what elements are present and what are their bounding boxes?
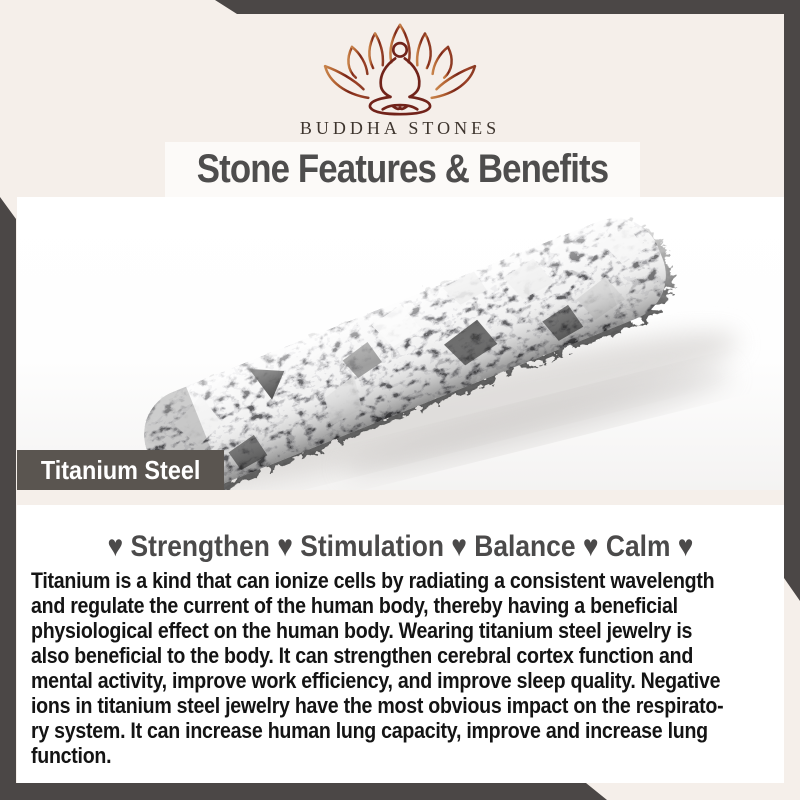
paragraph-line: also beneficial to the body. It can strengthen cerebral cortex function and: [31, 643, 694, 668]
stone-name-text: Titanium Steel: [40, 454, 201, 485]
paragraph-line: function.: [31, 743, 112, 768]
paragraph-line: physiological effect on the human body. Wearing titanium steel jewelry is: [31, 618, 693, 643]
paragraph-line: and regulate the current of the human body, thereby having a beneficial: [31, 593, 678, 618]
frame-top-right: [215, 0, 800, 601]
paragraph-line: Titanium is a kind that can ionize cells by radiating a consistent wavelength: [31, 568, 715, 593]
brand-name: BUDDHA STONES: [299, 118, 501, 138]
paragraph-line: ry system. It can increase human lung capacity, improve and increase lung: [31, 718, 708, 743]
frame-bottom-left: [0, 197, 607, 800]
benefits-heading: ♥ Strengthen ♥ Stimulation ♥ Balance ♥ Calm ♥: [107, 530, 694, 563]
paragraph-line: ions in titanium steel jewelry have the most obvious impact on the respirato-: [31, 693, 724, 718]
paragraph-line: mental activity, improve work efficiency, and improve sleep quality. Negative: [31, 668, 721, 693]
page-title: Stone Features & Benefits: [196, 147, 609, 191]
